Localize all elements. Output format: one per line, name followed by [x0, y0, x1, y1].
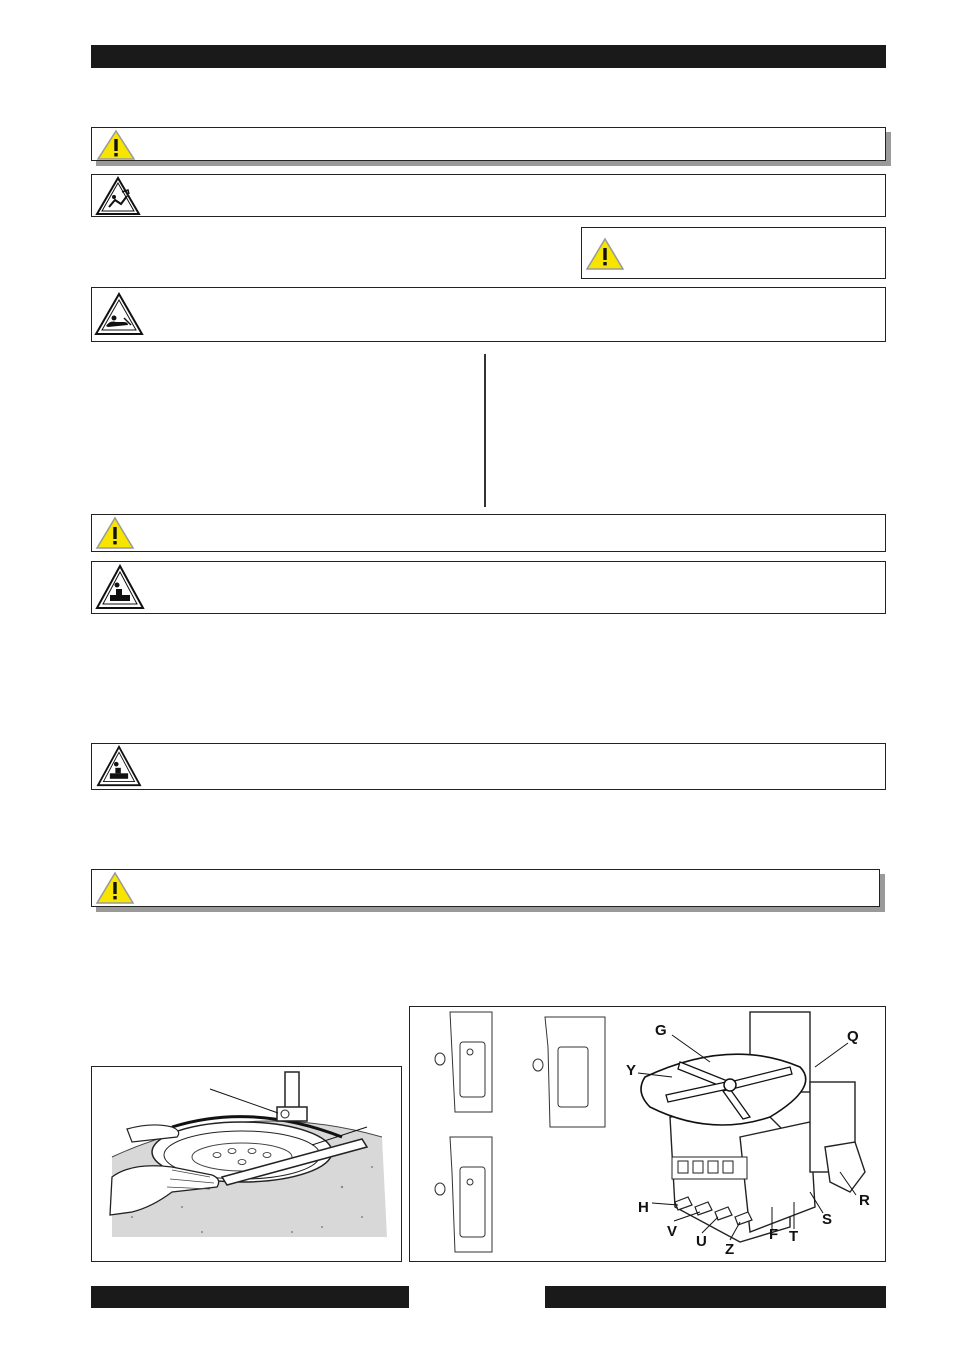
- hand-injury-icon: [94, 292, 144, 336]
- machine-hazard-icon: [95, 564, 145, 610]
- warning-triangle-icon: [96, 129, 136, 161]
- label-Z: Z: [725, 1241, 735, 1258]
- warning-triangle-icon: [585, 237, 625, 271]
- tyre-lever-figure: [91, 1066, 402, 1262]
- label-R: R: [859, 1192, 870, 1209]
- label-H: H: [638, 1199, 649, 1216]
- warning-box-4: [91, 869, 880, 907]
- warning-box-2: [581, 227, 886, 279]
- warning-triangle-icon: [95, 516, 135, 550]
- crush-hazard-box: [91, 174, 886, 217]
- footer-bar-right: [545, 1286, 886, 1308]
- footer-bar-left: [91, 1286, 409, 1308]
- crush-hazard-icon: [95, 176, 141, 216]
- tyre-lever-illustration: [92, 1067, 400, 1260]
- machine-hazard-box-2: [91, 743, 886, 790]
- tyre-changer-illustration: [410, 1007, 884, 1260]
- hand-injury-box: [91, 287, 886, 342]
- warning-box-1: [91, 127, 886, 161]
- label-U: U: [696, 1233, 707, 1250]
- header-bar: [91, 45, 886, 68]
- label-T: T: [789, 1228, 799, 1245]
- label-Q: Q: [847, 1028, 859, 1045]
- tyre-changer-figure: [409, 1006, 886, 1262]
- label-V: V: [667, 1223, 678, 1240]
- warning-triangle-icon: [95, 871, 135, 905]
- label-Y: Y: [626, 1062, 637, 1079]
- label-F: F: [769, 1226, 779, 1243]
- column-divider: [484, 354, 486, 507]
- label-G: G: [655, 1022, 667, 1039]
- warning-box-3: [91, 514, 886, 552]
- machine-hazard-icon: [96, 745, 142, 787]
- label-S: S: [822, 1211, 833, 1228]
- machine-hazard-box-1: [91, 561, 886, 614]
